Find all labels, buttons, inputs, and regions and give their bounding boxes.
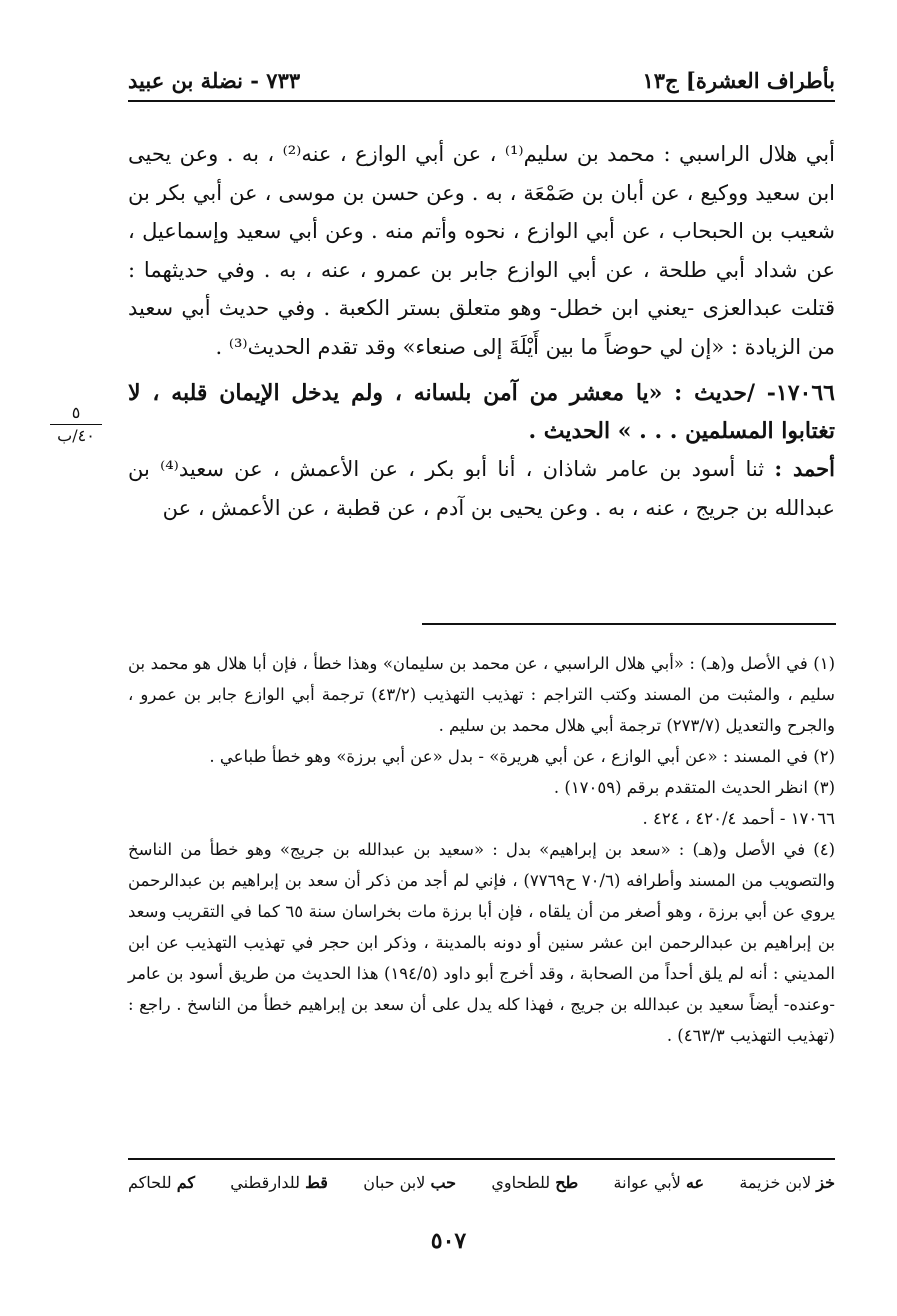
- abbrev-item: [230, 1170, 328, 1196]
- footnote-rule: [422, 623, 836, 625]
- header-rule: [128, 100, 835, 102]
- running-header: [128, 62, 835, 102]
- header-volume-title: بأطراف العشرة] ج١٣: [642, 68, 835, 93]
- header-section-title: ٧٣٣ - نضلة بن عبيد: [128, 68, 301, 93]
- abbrev-code: عه: [685, 1173, 705, 1192]
- margin-folio: ٤٠/ب: [50, 424, 102, 447]
- hadith-entry: ١٧٠٦٦- /حديث : «يا معشر من آمن بلسانه ، ولم يدخل الإيمان قلبه ، لا تغتابوا المسلمين . . . » الحديث .: [128, 380, 835, 444]
- abbrev-meaning: للطحاوي: [491, 1173, 551, 1192]
- abbrev-item: [614, 1170, 705, 1196]
- paragraph-continuation: أبي هلال الراسبي : محمد بن سليم⁽¹⁾ ، عن أبي الوازع ، عنه⁽²⁾ ، به . وعن يحيى ابن سعيد ووكيع ، عن أبان بن صَمْعَة ، به . وعن حسن بن موسى ، عن أبي بكر بن شعيب بن الحبحاب ، عن أبي الوازع ، نحوه وأتم منه . وعن أبي سعيد وإسماعيل ، عن شداد أبي طلحة ، عن أبي الوازع جابر بن عمرو ، عنه ، به . وفي حديثهما : قتلت عبدالعزى -يعني ابن خطل- وهو متعلق بستر الكعبة . وفي حديث أبي سعيد من الزيادة : «إن لي حوضاً ما بين أَيْلَةَ إلى صنعاء» وقد تقدم الحديث⁽³⁾ .: [128, 142, 835, 359]
- isnad-source: أحمد :: [774, 456, 835, 481]
- abbreviations-legend: [128, 1170, 835, 1196]
- abbrev-code: خز: [816, 1173, 835, 1192]
- main-text: [128, 135, 835, 527]
- abbrev-meaning: للدارقطني: [230, 1173, 300, 1192]
- abbrev-meaning: للحاكم: [128, 1173, 172, 1192]
- abbrev-code: طح: [555, 1173, 579, 1192]
- footnotes: [128, 648, 835, 1051]
- footnote-4: (٤) في الأصل و(هـ) : «سعد بن إبراهيم» بدل : «سعيد بن عبدالله بن جريج» وهو خطأ من الناسخ والتصويب من المسند وأطرافه (٧٠/٦ ح٧٧٦٩) ، فإني لم أجد من ذكر أن سعد بن إبراهيم بن عبدالرحمن يروي عن أبي برزة ، وهو أصغر من أن يلقاه ، فإن أبا برزة مات بخراسان سنة ٦٥ كما في التقريب وسعد بن إبراهيم بن عبدالرحمن ابن عشر سنين أو دونه بالمدينة ، وذكر ابن حجر في تهذيب التهذيب عن ابن المديني : أنه لم يلق أحداً من الصحابة ، وقد أخرج أبو داود (١٩٤/٥) هذا الحديث من طريق أسود بن عامر -وعنده- أيضاً سعيد بن عبدالله بن جريج ، فهذا كله يدل على أن سعد بن إبراهيم خطأ من الناسخ . راجع : (تهذيب التهذيب ٤٦٣/٣) .: [128, 840, 835, 1045]
- isnad-text: ثنا أسود بن عامر شاذان ، أنا أبو بكر ، عن الأعمش ، عن سعيد⁽⁴⁾ بن عبدالله بن جريج ، عنه ، به . وعن يحيى بن آدم ، عن قطبة ، عن الأعمش ، عن: [128, 457, 835, 520]
- isnad-paragraph: [128, 450, 835, 527]
- margin-number: ٥: [71, 403, 81, 422]
- abbrev-item: [363, 1170, 456, 1196]
- footnote-reference: ١٧٠٦٦ - أحمد ٤٢٠/٤ ، ٤٢٤ .: [642, 809, 835, 828]
- abbrev-code: حب: [430, 1173, 457, 1192]
- footnote-1: (١) في الأصل و(هـ) : «أبي هلال الراسبي ، عن محمد بن سليمان» وهذا خطأ ، فإن أبا هلال هو محمد بن سليم ، والمثبت من المسند وكتب التراجم : تهذيب التهذيب (٤٣/٢) ترجمة أبي الوازع جابر بن عمرو ، والجرح والتعديل (٢٧٣/٧) ترجمة أبي هلال محمد بن سليم .: [128, 654, 835, 735]
- page-number: ٥٠٧: [430, 1228, 467, 1254]
- footnote-3: (٣) انظر الحديث المتقدم برقم (١٧٠٥٩) .: [553, 778, 835, 797]
- abbrev-code: كم: [176, 1173, 195, 1192]
- abbrev-item: [128, 1170, 195, 1196]
- abbrev-meaning: لأبي عوانة: [613, 1173, 681, 1192]
- abbrev-item: [739, 1170, 835, 1196]
- abbrev-item: [491, 1170, 578, 1196]
- margin-note: [50, 402, 102, 447]
- abbrev-code: قط: [305, 1173, 328, 1192]
- abbrev-meaning: لابن خزيمة: [739, 1173, 812, 1192]
- abbreviations-rule: [128, 1158, 835, 1160]
- abbrev-meaning: لابن حبان: [363, 1173, 426, 1192]
- footnote-2: (٢) في المسند : «عن أبي الوازع ، عن أبي هريرة» - بدل «عن أبي برزة» وهو خطأ طباعي .: [209, 747, 835, 766]
